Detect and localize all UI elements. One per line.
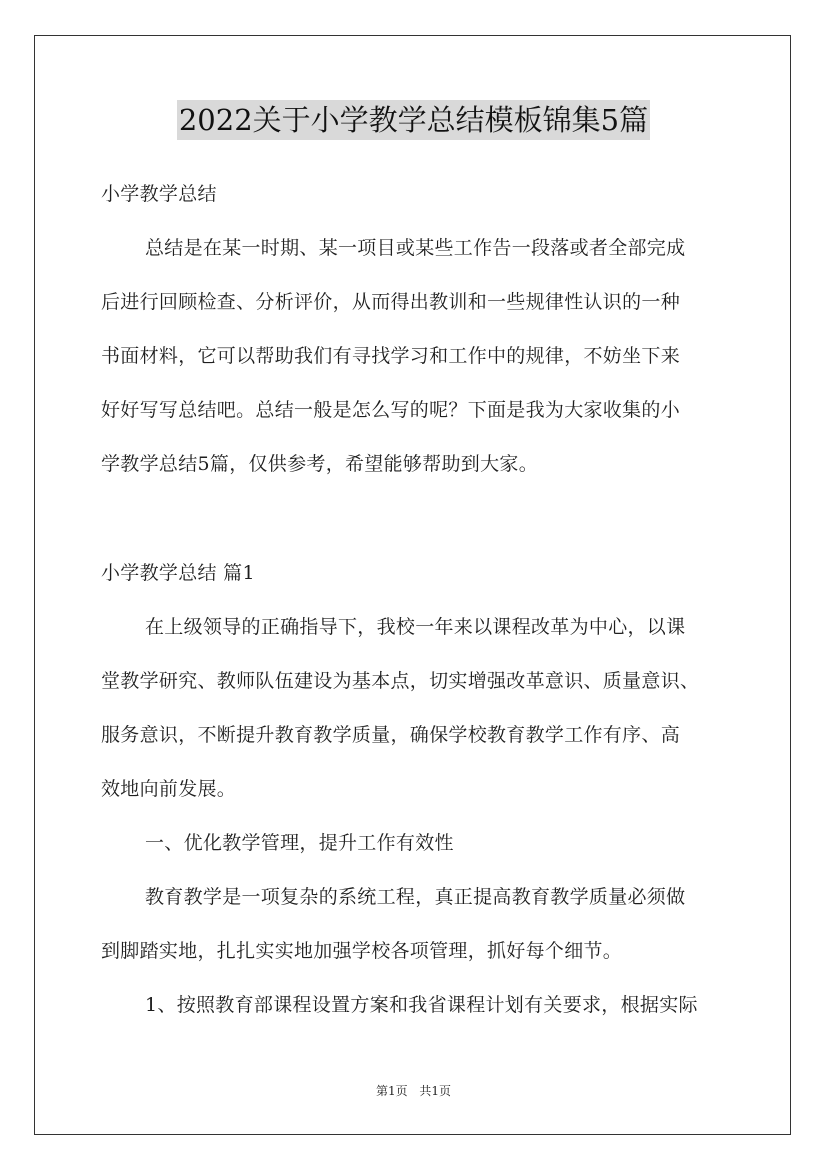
section1-line-4: 效地向前发展。 xyxy=(101,778,237,800)
section1-line-1: 在上级领导的正确指导下，我校一年来以课程改革为中心，以课 xyxy=(145,616,686,638)
intro-line-2: 后进行回顾检查、分析评价，从而得出教训和一些规律性认识的一种 xyxy=(101,291,681,313)
subheading-1: 一、优化教学管理，提升工作有效性 xyxy=(145,832,454,854)
page-footer xyxy=(0,1083,827,1099)
section1-line-2: 堂教学研究、教师队伍建设为基本点，切实增强改革意识、质量意识、 xyxy=(101,670,700,692)
section1-line-3: 服务意识，不断提升教育教学质量，确保学校教育教学工作有序、高 xyxy=(101,724,681,746)
intro-line-5: 学教学总结5篇，仅供参考，希望能够帮助到大家。 xyxy=(101,453,538,475)
page-number-total: 共1页 xyxy=(419,1084,452,1098)
intro-line-1: 总结是在某一时期、某一项目或某些工作告一段落或者全部完成 xyxy=(145,237,686,259)
para2-line-1: 教育教学是一项复杂的系统工程，真正提高教育教学质量必须做 xyxy=(145,886,686,908)
para2-line-2: 到脚踏实地，扎扎实实地加强学校各项管理，抓好每个细节。 xyxy=(101,940,623,962)
intro-heading: 小学教学总结 xyxy=(101,183,217,205)
section1-heading: 小学教学总结 篇1 xyxy=(101,562,255,584)
item1-line: 1、按照教育部课程设置方案和我省课程计划有关要求，根据实际 xyxy=(145,994,698,1016)
intro-line-4: 好好写写总结吧。总结一般是怎么写的呢？下面是我为大家收集的小 xyxy=(101,399,681,421)
page-number-current: 第1页 xyxy=(375,1084,408,1098)
title-container xyxy=(0,100,827,140)
document-title: 2022关于小学教学总结模板锦集5篇 xyxy=(177,100,650,140)
intro-line-3: 书面材料，它可以帮助我们有寻找学习和工作中的规律，不妨坐下来 xyxy=(101,345,681,367)
